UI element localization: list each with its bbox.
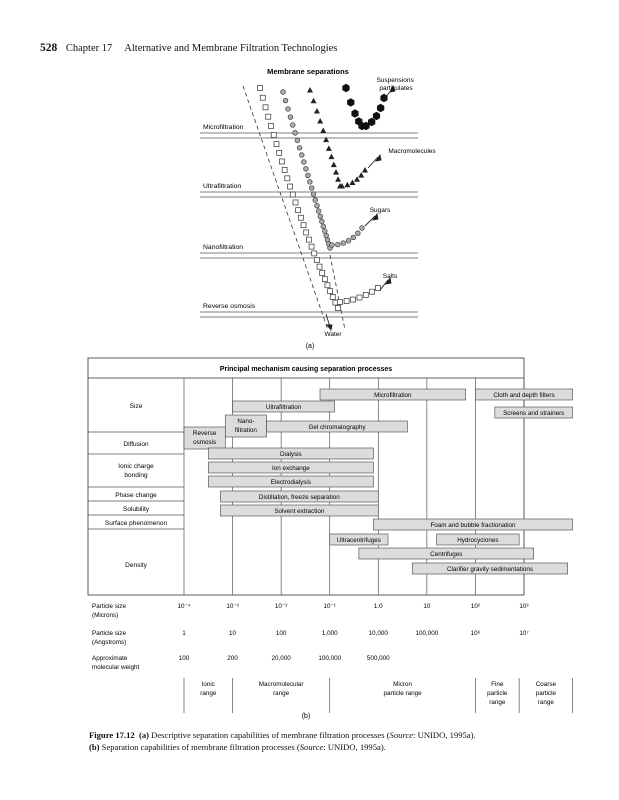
scale-tick-mw: 100,000 (318, 655, 342, 662)
mech-diffusion: Diffusion (123, 441, 149, 448)
sugar-circle-icon (318, 214, 323, 219)
sugar-circle-icon (316, 209, 321, 214)
caption-b-text: Separation capabilities of membrane filtration processes ( (101, 742, 300, 752)
water-square-icon (322, 277, 327, 282)
process-bar-label: Hydrocyclones (457, 537, 499, 544)
macromolecule-triangle-icon (328, 154, 334, 160)
figure-a (0, 0, 619, 360)
label-salts: Salts (382, 273, 398, 280)
macromolecule-triangle-icon (333, 169, 339, 175)
chapter-label: Chapter 17 (65, 43, 113, 54)
process-bar-label: Gel chromatography (308, 424, 366, 431)
sugar-circle-icon (307, 179, 312, 184)
salt-square-icon (363, 292, 368, 297)
process-bar (495, 407, 573, 418)
caption-a-text: Descriptive separation capabilities of membrane filtration processes ( (151, 730, 390, 740)
water-square-icon (306, 237, 311, 242)
scale-tick-microns: 10⁻² (274, 603, 288, 610)
macromolecule-triangle-icon (326, 145, 332, 151)
sugar-circle-icon (315, 203, 320, 208)
water-square-icon (293, 200, 298, 205)
scale-tick-mw: 100 (178, 655, 190, 662)
scale-tick-microns: 1.0 (373, 603, 383, 610)
sugar-circle-icon (283, 98, 288, 103)
scale-tick-microns: 10⁻¹ (323, 603, 336, 610)
process-bar (267, 421, 408, 432)
scale-tick-microns: 10⁻⁴ (177, 603, 191, 610)
process-bar-label: Cloth and depth filters (493, 392, 555, 399)
scale-tick-angstroms: 10⁶ (470, 630, 481, 637)
figure-b-title: Principal mechanism causing separation processes (219, 366, 393, 373)
label-suspensions: Suspensions particulates (376, 77, 414, 92)
caption-figure-id: Figure 17.12 (89, 730, 135, 740)
sugar-circle-icon (351, 235, 356, 240)
process-bar (220, 505, 378, 516)
salt-square-icon (351, 297, 356, 302)
scale-tick-angstroms: 10,000 (368, 630, 388, 637)
process-bar (184, 427, 225, 449)
process-bar (359, 548, 534, 559)
water-square-icon (301, 223, 306, 228)
water-square-icon (268, 123, 273, 128)
sugar-circle-icon (305, 173, 310, 178)
mech-size: Size (129, 403, 143, 410)
sugar-circle-icon (321, 224, 326, 229)
scale-label-mw: Approximate molecular weight (92, 655, 140, 671)
sugar-circle-icon (341, 241, 346, 246)
scale-tick-mw: 20,000 (271, 655, 291, 662)
salt-square-icon (338, 300, 343, 305)
figure-a-title: Membrane separations (267, 67, 349, 76)
sugar-circle-icon (330, 243, 335, 248)
mechanism-labels (105, 403, 168, 569)
scale-tick-microns: 10² (470, 603, 480, 610)
water-square-icon (312, 251, 317, 256)
macromolecule-triangle-icon (358, 172, 364, 178)
water-square-icon (279, 159, 284, 164)
process-bar-label: Electrodialysis (270, 479, 311, 486)
scale-tick-angstroms: 100,000 (415, 630, 439, 637)
water-square-icon (285, 176, 290, 181)
range-label: Micron particle range (383, 681, 422, 697)
label-macromolecules: Macromolecules (388, 148, 436, 155)
process-bar (320, 389, 466, 400)
water-square-icon (271, 133, 276, 138)
suspension-hexagon-icon (347, 98, 354, 106)
sugar-circle-icon (313, 198, 318, 203)
mech-solubility: Solubility (122, 506, 150, 513)
sugar-circle-icon (309, 186, 314, 191)
caption-b-source: Source (299, 742, 324, 752)
water-square-icon (336, 306, 341, 311)
scale-tick-angstroms: 10 (229, 630, 237, 637)
suspension-hexagon-icon (377, 104, 384, 112)
process-bar-label: Ultrafiltration (265, 404, 302, 411)
process-bar-label: Centrifuges (430, 551, 463, 558)
sugar-circle-icon (281, 90, 286, 95)
process-bar-label: Clarifier gravity sedimentations (446, 566, 534, 573)
label-water: Water (324, 331, 342, 338)
process-bar-label: Ultracentrifuges (336, 537, 381, 544)
macromolecule-triangle-icon (320, 127, 326, 133)
sugar-circle-icon (299, 153, 304, 158)
process-bar (208, 462, 373, 473)
process-bar-label: Distillation, freeze separation (258, 494, 340, 501)
water-square-icon (317, 264, 322, 269)
layer-nanofiltration: Nanofiltration (203, 244, 244, 251)
salt-square-icon (344, 299, 349, 304)
sugar-circle-icon (293, 130, 298, 135)
process-bar (225, 415, 266, 437)
sugar-circle-icon (360, 226, 365, 231)
range-label: Macromolecular range (258, 681, 304, 697)
water-square-icon (328, 289, 333, 294)
sugar-circle-icon (288, 115, 293, 120)
process-bar-label: Solvent extraction (274, 508, 325, 515)
process-bar (208, 448, 373, 459)
water-square-icon (304, 230, 309, 235)
sugar-circle-icon (322, 229, 327, 234)
process-bar (208, 476, 373, 487)
scales (92, 603, 529, 671)
water-square-icon (277, 150, 282, 155)
process-bar-label: Nano-filtration (234, 418, 257, 434)
sugar-circle-icon (290, 123, 295, 128)
water-square-icon (333, 300, 338, 305)
water-square-icon (290, 192, 295, 197)
label-sugars: Sugars (369, 207, 391, 214)
range-label: Coarse particle range (535, 681, 557, 706)
layer-reverse-osmosis: Reverse osmosis (203, 303, 256, 310)
macromolecule-triangle-icon (317, 118, 323, 124)
process-bar (475, 389, 572, 400)
macromolecule-triangle-icon (314, 108, 320, 114)
scale-label-microns: Particle size (Microns) (92, 603, 126, 619)
macromolecule-triangle-icon (323, 137, 329, 143)
process-bar-label: Dialysis (280, 451, 302, 458)
mech-phase: Phase change (115, 492, 157, 499)
membrane-lines (200, 133, 418, 317)
figure-caption (89, 729, 589, 753)
process-bar (330, 534, 388, 545)
mech-density: Density (125, 562, 147, 569)
sugar-circle-icon (346, 238, 351, 243)
process-bar-label: Reverse osmosis (192, 430, 217, 446)
process-bar-label: Screens and strainers (503, 410, 565, 417)
process-bar (233, 401, 335, 412)
salt-square-icon (357, 295, 362, 300)
scale-tick-angstroms: 10⁷ (519, 630, 529, 637)
scale-tick-microns: 10³ (519, 603, 529, 610)
caption-b-end: : UNIDO, 1995a). (323, 742, 386, 752)
sugar-circle-icon (355, 231, 360, 236)
suspension-hexagon-icon (373, 112, 380, 120)
sugar-circle-icon (303, 166, 308, 171)
water-square-icon (274, 142, 279, 147)
caption-a-source: Source (389, 730, 414, 740)
process-bar (220, 491, 378, 502)
chapter-title: Alternative and Membrane Filtration Technologies (124, 43, 338, 54)
macromolecule-triangle-icon (344, 182, 350, 188)
water-square-icon (298, 215, 303, 220)
figure-b-sublabel: (b) (301, 713, 311, 720)
macromolecule-triangle-icon (335, 176, 341, 182)
scale-label-angstroms: Particle size (Angstroms) (92, 630, 127, 646)
water-square-icon (282, 167, 287, 172)
process-bar (373, 519, 572, 530)
scale-tick-angstroms: 1,000 (321, 630, 338, 637)
sugar-circle-icon (297, 145, 302, 150)
scale-tick-angstroms: 100 (275, 630, 287, 637)
process-bar (437, 534, 520, 545)
sugar-circle-icon (295, 138, 300, 143)
process-bar (412, 563, 567, 574)
salt-square-icon (369, 289, 374, 294)
caption-a-end: : UNIDO, 1995a). (413, 730, 476, 740)
caption-b-tag: (b) (89, 742, 100, 752)
sugar-circle-icon (335, 242, 340, 247)
process-bar-label: Ion exchange (271, 465, 310, 472)
layer-ultrafiltration: Ultrafiltration (203, 183, 242, 190)
water-square-icon (296, 208, 301, 213)
figure-a-sublabel: (a) (305, 343, 315, 350)
suspension-hexagon-icon (342, 84, 349, 92)
mech-surface: Surface phenomenon (104, 520, 168, 527)
water-square-icon (258, 86, 263, 91)
page-number: 528 (40, 42, 58, 54)
water-square-icon (260, 95, 265, 100)
scale-tick-microns: 10 (423, 603, 431, 610)
macromolecule-triangle-icon (311, 98, 317, 104)
macromolecule-triangle-icon (349, 179, 355, 185)
sugar-circle-icon (319, 219, 324, 224)
sugar-circle-icon (301, 160, 306, 165)
macromolecule-triangle-icon (362, 167, 368, 173)
water-square-icon (320, 270, 325, 275)
water-square-icon (325, 283, 330, 288)
water-square-icon (263, 105, 268, 110)
water-square-icon (314, 258, 319, 263)
scale-tick-mw: 500,000 (366, 655, 390, 662)
layer-microfiltration: Microfiltration (203, 124, 244, 131)
process-bar-label: Microfiltration (374, 392, 412, 399)
scale-tick-microns: 10⁻³ (226, 603, 239, 610)
scale-tick-mw: 200 (227, 655, 238, 662)
caption-a-tag: (a) (138, 730, 149, 740)
range-labels (184, 678, 573, 713)
suspension-hexagon-icon (380, 94, 387, 102)
mech-ionic: Ionic charge bonding (118, 463, 154, 479)
dashed-guide-left (243, 86, 328, 330)
water-square-icon (288, 184, 293, 189)
suspension-hexagon-icon (351, 109, 358, 117)
figure-b (0, 355, 619, 735)
water-square-icon (309, 244, 314, 249)
scale-tick-angstroms: 1 (182, 630, 186, 637)
macromolecule-triangle-icon (307, 87, 313, 93)
water-square-icon (330, 294, 335, 299)
sugar-circle-icon (311, 192, 316, 197)
process-bar-label: Foam and bubble fractionation (430, 522, 516, 529)
range-label: Ionic range (200, 681, 217, 697)
water-square-icon (266, 114, 271, 119)
sugar-circle-icon (286, 106, 291, 111)
range-label: Fine particle range (487, 681, 508, 706)
macromolecule-triangle-icon (331, 162, 337, 168)
